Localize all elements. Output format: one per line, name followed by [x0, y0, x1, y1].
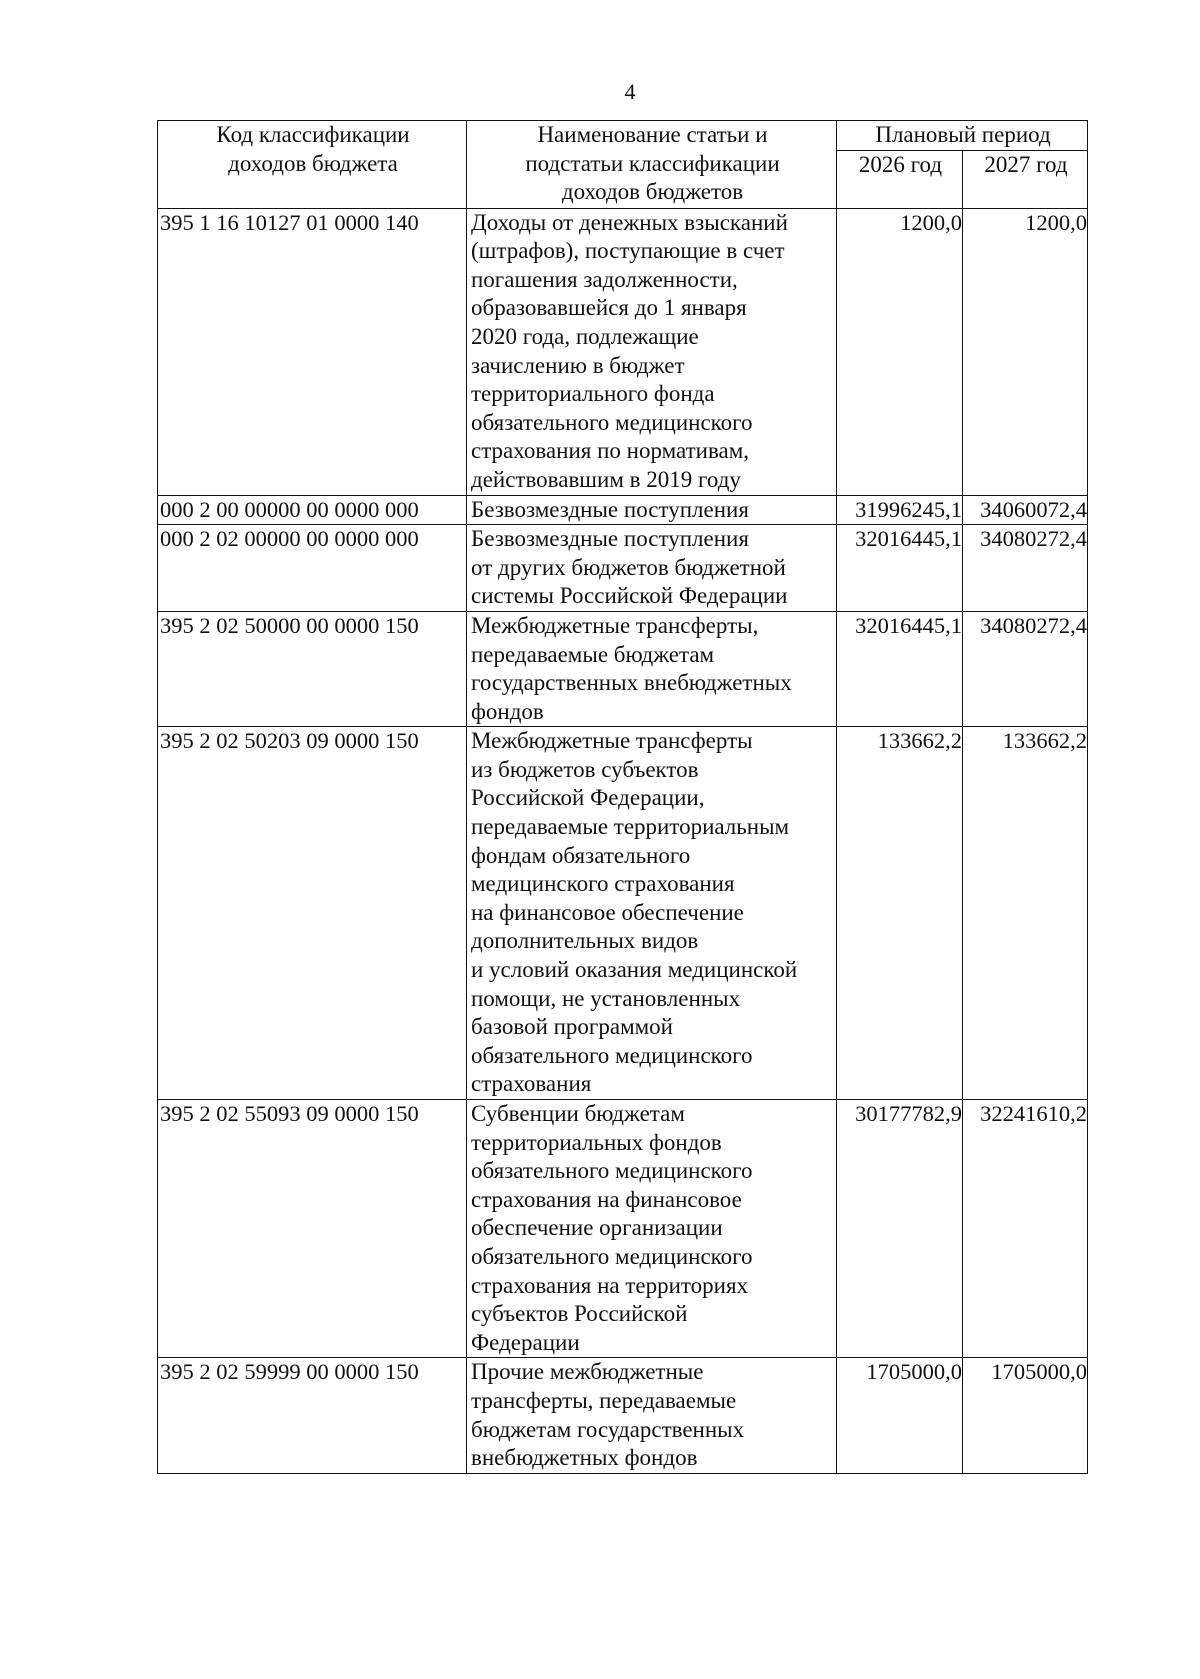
item-name-line: субъектов Российской: [471, 1301, 688, 1327]
table-row: [158, 1358, 1088, 1473]
item-name-line: фондов: [471, 698, 544, 724]
item-name-line: на финансовое обеспечение: [471, 899, 744, 925]
amount-2026: 1200,0: [837, 208, 963, 495]
table-row: [158, 495, 1088, 525]
item-name-line: территориального фонда: [471, 381, 715, 407]
amount-2026: 31996245,1: [837, 495, 963, 525]
item-name-line: базовой программой: [471, 1014, 673, 1040]
item-name-line: государственных внебюджетных: [471, 670, 792, 696]
table-header: [158, 121, 1088, 209]
item-name: [467, 1358, 837, 1473]
item-name-line: обязательного медицинского: [471, 1243, 753, 1269]
item-name-line: внебюджетных фондов: [471, 1445, 698, 1471]
header-name-line: подстатьи классификации: [525, 150, 780, 176]
item-name-line: обязательного медицинского: [471, 1042, 753, 1068]
item-name-line: и условий оказания медицинской: [471, 957, 798, 983]
amount-2026: 1705000,0: [837, 1358, 963, 1473]
header-year-2027: 2027 год: [963, 150, 1088, 208]
header-name-line: доходов бюджетов: [561, 179, 744, 205]
item-name-line: образовавшейся до 1 января: [471, 295, 747, 321]
amount-2027: 1200,0: [963, 208, 1088, 495]
table-body: [158, 208, 1088, 1473]
item-name-line: обязательного медицинского: [471, 409, 753, 435]
item-name-line: Межбюджетные трансферты: [471, 728, 753, 754]
budget-revenue-table: [157, 120, 1088, 1474]
item-name-line: трансферты, передаваемые: [471, 1387, 737, 1413]
item-name-line: страхования на территориях: [471, 1272, 749, 1298]
item-name-line: фондам обязательного: [471, 842, 691, 868]
header-code-line: доходов бюджета: [228, 150, 398, 176]
item-name-line: Субвенции бюджетам: [471, 1101, 685, 1126]
item-name-line: обеспечение организации: [471, 1215, 723, 1241]
amount-2027: 34060072,4: [963, 495, 1088, 525]
table-row: [158, 611, 1088, 726]
amount-2026: 133662,2: [837, 727, 963, 1100]
item-name-line: Безвозмездные поступления: [471, 496, 749, 522]
amount-2027: 32241610,2: [963, 1100, 1088, 1358]
amount-2026: 32016445,1: [837, 525, 963, 612]
item-name-line: действовавшим в 2019 году: [471, 466, 741, 492]
item-name: [467, 495, 837, 525]
item-name-line: зачислению в бюджет: [471, 352, 685, 378]
item-name-line: страхования по нормативам,: [471, 438, 750, 464]
item-name-line: обязательного медицинского: [471, 1158, 753, 1184]
table-row: [158, 727, 1088, 1100]
header-year-2026: 2026 год: [837, 150, 963, 208]
item-name-line: бюджетам государственных: [471, 1416, 745, 1442]
item-name-line: страхования: [471, 1071, 592, 1097]
item-name-line: от других бюджетов бюджетной: [471, 554, 786, 580]
page-number: 4: [624, 79, 636, 104]
table-row: [158, 208, 1088, 495]
item-name-line: передаваемые бюджетам: [471, 641, 715, 667]
amount-2026: 32016445,1: [837, 611, 963, 726]
item-name-line: Прочие межбюджетные: [471, 1359, 704, 1385]
item-name: [467, 208, 837, 495]
classification-code: 395 2 02 55093 09 0000 150: [158, 1100, 467, 1358]
item-name-line: территориальных фондов: [471, 1129, 722, 1155]
header-name: [467, 121, 837, 209]
table-row: [158, 1100, 1088, 1358]
item-name-line: погашения задолженности,: [471, 266, 738, 292]
item-name-line: медицинского страхования: [471, 871, 735, 897]
item-name-line: из бюджетов субъектов: [471, 756, 699, 782]
amount-2027: 133662,2: [963, 727, 1088, 1100]
item-name: [467, 611, 837, 726]
item-name: [467, 1100, 837, 1358]
amount-2027: 34080272,4: [963, 611, 1088, 726]
amount-2027: 1705000,0: [963, 1358, 1088, 1473]
header-plan-period: Плановый период: [837, 121, 1088, 151]
header-name-line: Наименование статьи и: [537, 122, 768, 147]
header-row-1: [158, 121, 1088, 151]
item-name-line: Федерации: [471, 1329, 580, 1355]
item-name-line: 2020 года, подлежащие: [471, 323, 699, 349]
item-name-line: Российской Федерации,: [471, 785, 705, 811]
item-name-line: Межбюджетные трансферты,: [471, 612, 759, 638]
item-name: [467, 727, 837, 1100]
item-name-line: (штрафов), поступающие в счет: [471, 238, 785, 264]
classification-code: 395 2 02 50000 00 0000 150: [158, 611, 467, 726]
header-code: [158, 121, 467, 209]
classification-code: 395 2 02 59999 00 0000 150: [158, 1358, 467, 1473]
item-name-line: страхования на финансовое: [471, 1186, 742, 1212]
item-name-line: дополнительных видов: [471, 928, 699, 954]
amount-2026: 30177782,9: [837, 1100, 963, 1358]
classification-code: 395 1 16 10127 01 0000 140: [158, 208, 467, 495]
item-name-line: Доходы от денежных взысканий: [471, 209, 788, 235]
classification-code: 000 2 02 00000 00 0000 000: [158, 525, 467, 612]
item-name-line: помощи, не установленных: [471, 985, 741, 1011]
item-name: [467, 525, 837, 612]
item-name-line: Безвозмездные поступления: [471, 526, 749, 552]
amount-2027: 34080272,4: [963, 525, 1088, 612]
item-name-line: передаваемые территориальным: [471, 814, 790, 840]
classification-code: 395 2 02 50203 09 0000 150: [158, 727, 467, 1100]
classification-code: 000 2 00 00000 00 0000 000: [158, 495, 467, 525]
table-row: [158, 525, 1088, 612]
item-name-line: системы Российской Федерации: [471, 583, 788, 609]
header-code-line: Код классификации: [216, 122, 410, 147]
